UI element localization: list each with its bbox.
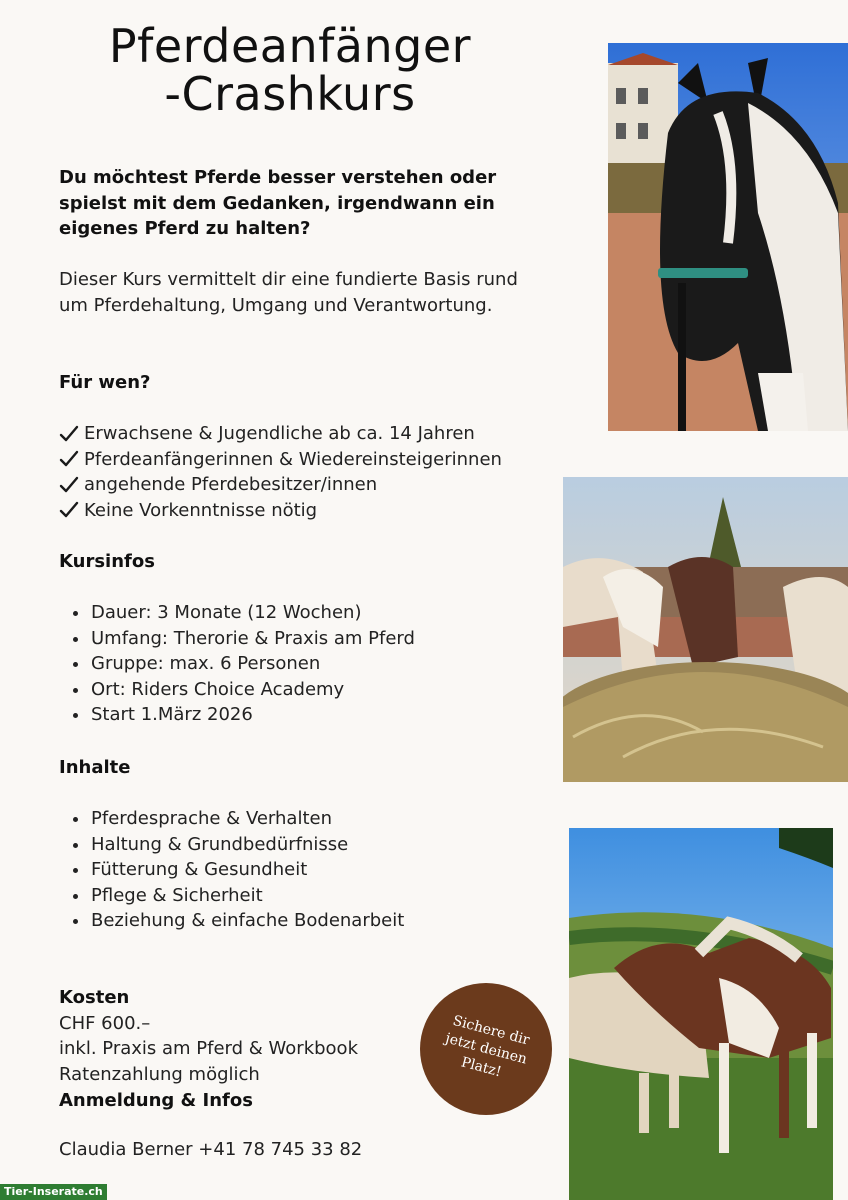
intro-paragraph: Dieser Kurs vermittelt dir eine fundierte Basis rund um Pferdehaltung, Umgang und Verantwortung. [59,269,518,316]
audience-list [59,421,502,523]
list-item [69,677,415,703]
costs-price: CHF 600.– [59,1012,151,1034]
contents-item: Pferdesprache & Verhalten [91,808,332,829]
costs-section [59,985,358,1087]
costs-included: inkl. Praxis am Pferd & Workbook [59,1038,358,1059]
list-item [69,626,415,652]
check-icon [59,501,79,519]
check-icon [59,476,79,494]
list-item [69,857,404,883]
audience-item: Pferdeanfängerinnen & Wiedereinsteigerinnen [84,448,502,470]
list-item [69,908,404,934]
list-item [69,702,415,728]
contents-heading: Inhalte [59,757,131,778]
horse-photo-2 [563,477,848,782]
page-title [60,19,520,121]
list-item [69,832,404,858]
horse-photo-1 [608,43,848,431]
check-icon [59,450,79,468]
cta-badge [420,983,552,1115]
bullet-icon [73,843,78,848]
title-line-2: -Crashkurs [164,67,416,121]
contents-item: Beziehung & einfache Bodenarbeit [91,910,405,931]
contact-line: Claudia Berner +41 78 745 33 82 [59,1139,363,1160]
bullet-icon [73,611,78,616]
course-info-item: Umfang: Therorie & Praxis am Pferd [91,627,415,649]
check-icon [59,425,79,443]
costs-heading: Kosten [59,987,130,1008]
bullet-icon [73,817,78,822]
list-item [59,472,502,498]
costs-installments: Ratenzahlung möglich [59,1063,260,1085]
audience-heading: Für wen? [59,372,151,393]
watermark: Tier-Inserate.ch [0,1184,107,1200]
title-line-1: Pferdeanfänger [108,19,472,73]
bullet-icon [73,662,78,667]
contact-heading: Anmeldung & Infos [59,1090,253,1111]
audience-item: Erwachsene & Jugendliche ab ca. 14 Jahren [84,423,475,444]
list-item [69,600,415,626]
contents-item: Fütterung & Gesundheit [91,859,308,880]
bullet-icon [73,868,78,873]
bullet-icon [73,713,78,718]
course-info-list [69,600,415,728]
bullet-icon [73,919,78,924]
course-info-item: Dauer: 3 Monate (12 Wochen) [91,602,362,623]
course-info-heading: Kursinfos [59,551,155,572]
horse-photo-3 [569,828,833,1200]
course-info-item: Ort: Riders Choice Academy [91,678,345,700]
list-item [59,447,502,473]
contents-item: Haltung & Grundbedürfnisse [91,833,349,855]
bullet-icon [73,637,78,642]
course-info-item: Start 1.März 2026 [91,704,253,725]
lead-question: Du möchtest Pferde besser verstehen oder spielst mit dem Gedanken, irgendwann ein eigenes Pferd zu halten? [59,167,497,239]
bullet-icon [73,688,78,693]
audience-item: Keine Vorkenntnisse nötig [84,499,318,521]
list-item [69,806,404,832]
course-info-item: Gruppe: max. 6 Personen [91,653,321,674]
contents-item: Pflege & Sicherheit [91,884,263,906]
cta-badge-text: Sichere dir jetzt deinen Platz! [443,1012,532,1080]
list-item [59,498,502,524]
list-item [69,651,415,677]
list-item [59,421,502,447]
bullet-icon [73,894,78,899]
contents-list [69,806,404,934]
list-item [69,883,404,909]
audience-item: angehende Pferdebesitzer/innen [84,474,378,495]
